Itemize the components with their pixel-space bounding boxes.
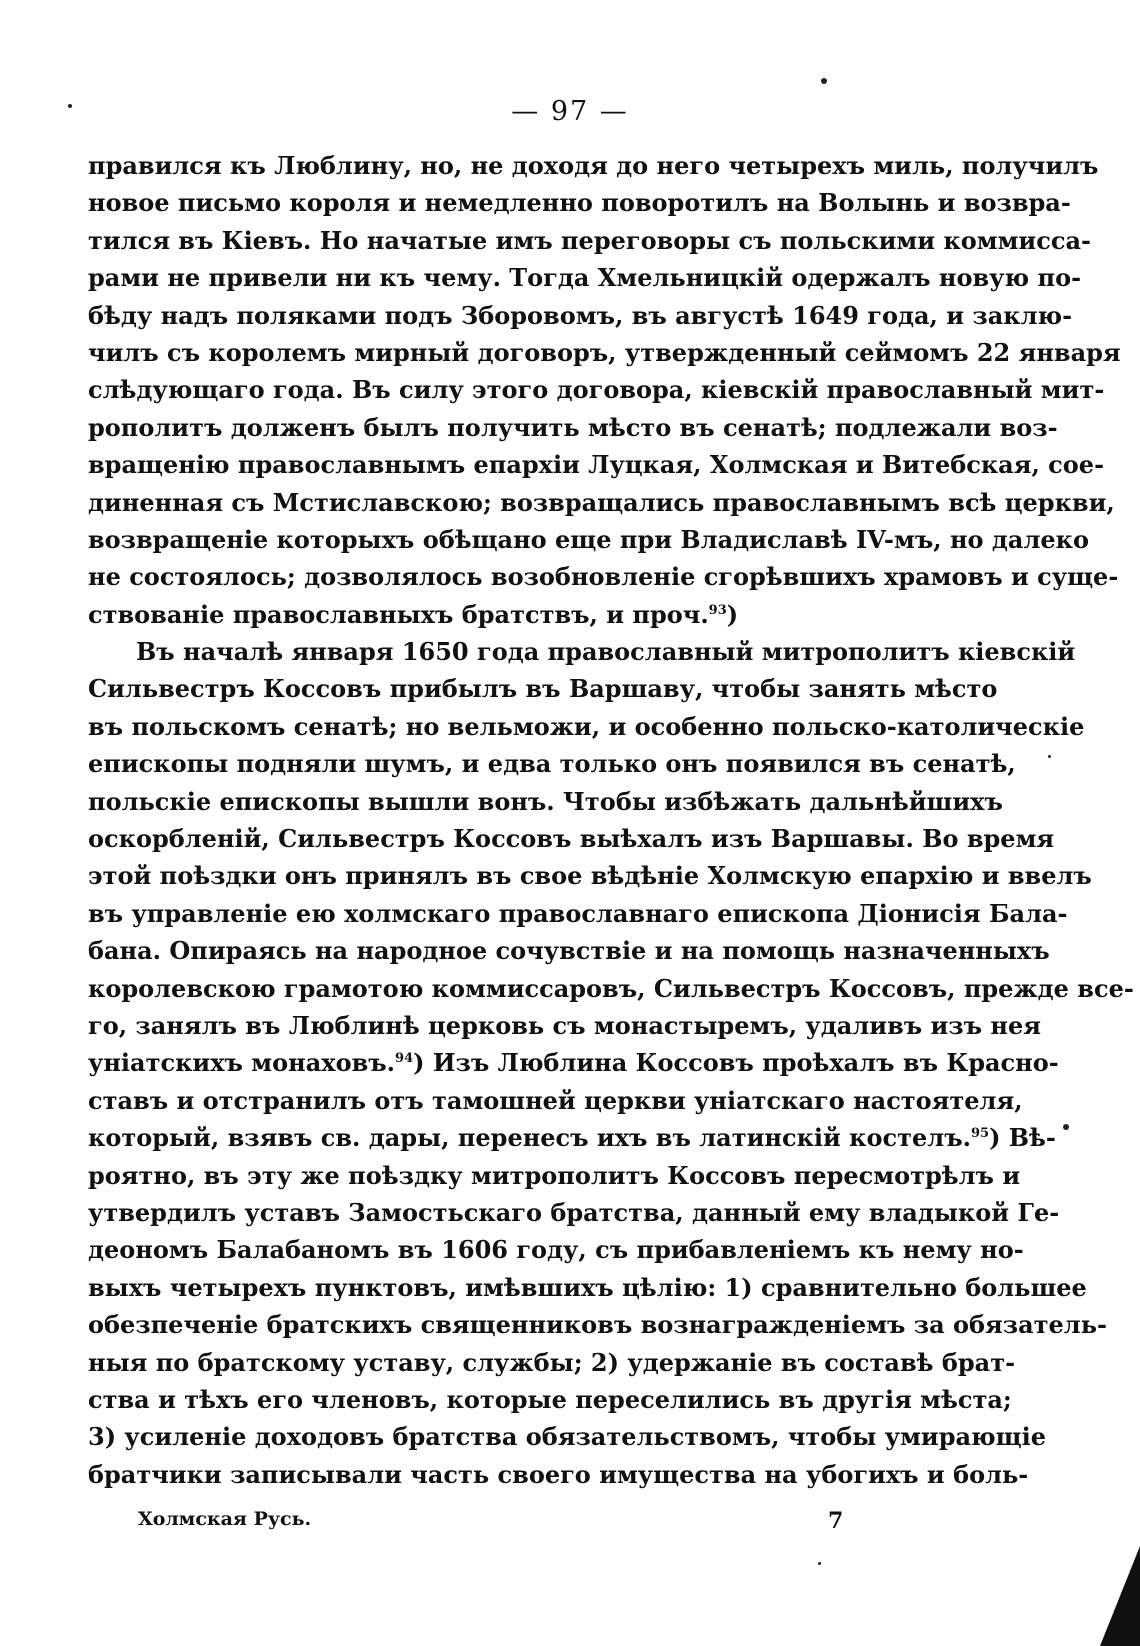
text-line bbox=[88, 1381, 1012, 1418]
text-line bbox=[88, 521, 1089, 558]
footnote-ref: 93 bbox=[708, 602, 727, 618]
line-text-tail: ) bbox=[726, 599, 739, 629]
line-text: ствованіе православныхъ братствъ, и проч. bbox=[88, 599, 709, 629]
line-text-tail: ) Вѣ- bbox=[989, 1123, 1056, 1153]
scan-speck bbox=[818, 1562, 821, 1565]
text-line bbox=[88, 745, 1016, 782]
text-line bbox=[88, 1044, 1059, 1081]
line-text: ныя по братскому уставу, службы; 2) удержаніе въ составѣ брат- bbox=[88, 1347, 1016, 1377]
line-text: королевскою грамотою коммиссаровъ, Сильвестръ Коссовъ, прежде все- bbox=[88, 973, 1134, 1003]
text-line bbox=[88, 708, 1085, 745]
line-text: не состоялось; дозволялось возобновленіе сгорѣвшихъ храмовъ и суще- bbox=[88, 562, 1119, 592]
text-line bbox=[88, 857, 1092, 894]
line-text: рами не привели ни къ чему. Тогда Хмельницкій одержалъ новую по- bbox=[88, 263, 1082, 293]
line-text: польскіе епископы вышли вонъ. Чтобы избѣжать дальнѣйшихъ bbox=[88, 786, 1003, 816]
line-text: утвердилъ уставъ Замостьскаго братства, данный ему владыкой Ге- bbox=[88, 1197, 1060, 1227]
text-line bbox=[88, 596, 953, 633]
text-line bbox=[88, 1119, 1056, 1156]
line-text: уніатскихъ монаховъ. bbox=[88, 1048, 396, 1078]
footnote-ref: 95 bbox=[970, 1126, 990, 1142]
text-line bbox=[88, 1194, 1060, 1231]
line-text: возвращеніе которыхъ обѣщано еще при Владиславѣ IV-мъ, но далеко bbox=[88, 524, 1089, 554]
line-text: который, взявъ св. дары, перенесъ ихъ въ латинскій костелъ. bbox=[88, 1123, 971, 1153]
text-line bbox=[88, 932, 1050, 969]
line-text: правился къ Люблину, но, не доходя до него четырехъ миль, получилъ bbox=[88, 151, 1099, 180]
text-line bbox=[88, 259, 1082, 296]
line-text: выхъ четырехъ пунктовъ, имѣвшихъ цѣлію: 1) сравнительно большее bbox=[88, 1272, 1087, 1302]
text-line bbox=[88, 1344, 1016, 1381]
scan-corner-mark bbox=[1100, 1546, 1140, 1646]
footer-signature: Холмская Русь. bbox=[138, 1508, 312, 1530]
text-line bbox=[88, 1418, 1047, 1455]
line-text: оскорбленій, Сильвестръ Коссовъ выѣхалъ изъ Варшавы. Во время bbox=[88, 824, 1055, 854]
text-line bbox=[88, 297, 1073, 334]
scan-speck bbox=[821, 78, 827, 84]
line-text: обезпеченіе братскихъ священниковъ вознагражденіемъ за обязатель- bbox=[88, 1310, 1107, 1340]
text-line bbox=[88, 446, 1105, 483]
text-line bbox=[88, 1007, 1041, 1044]
line-text: епископы подняли шумъ, и едва только онъ появился въ сенатѣ, bbox=[88, 749, 1016, 779]
text-line bbox=[88, 222, 1091, 259]
text-line bbox=[88, 670, 998, 707]
text-line bbox=[88, 1306, 1107, 1343]
text-line bbox=[88, 783, 1003, 820]
line-text: деономъ Балабаномъ въ 1606 году, съ прибавленіемъ къ нему но- bbox=[88, 1235, 1024, 1265]
text-line bbox=[88, 1269, 1087, 1306]
line-text: бана. Опираясь на народное сочувствіе и на помощь назначенныхъ bbox=[88, 936, 1050, 966]
text-line bbox=[88, 558, 1119, 595]
scan-speck bbox=[68, 104, 72, 108]
text-line bbox=[88, 1456, 1029, 1493]
line-text: Сильвестръ Коссовъ прибылъ въ Варшаву, чтобы занять мѣсто bbox=[88, 674, 998, 704]
line-text: рополитъ долженъ былъ получить мѣсто въ сенатѣ; подлежали воз- bbox=[88, 412, 1058, 442]
text-line bbox=[88, 1231, 1024, 1268]
line-text: бѣду надъ поляками подъ Зборовомъ, въ августѣ 1649 года, и заклю- bbox=[88, 300, 1073, 330]
line-text: тился въ Кіевъ. Но начатые имъ переговоры съ польскими коммисса- bbox=[88, 225, 1091, 255]
footer-sheet-number: 7 bbox=[828, 1508, 844, 1534]
footnote-ref: 94 bbox=[395, 1051, 414, 1067]
text-line bbox=[88, 184, 1071, 221]
text-line bbox=[88, 1082, 1023, 1119]
line-text: новое письмо короля и немедленно поворотилъ на Волынь и возвра- bbox=[88, 188, 1071, 218]
text-line bbox=[88, 970, 1134, 1007]
line-text: ства и тѣхъ его членовъ, которые переселились въ другія мѣста; bbox=[88, 1384, 1012, 1414]
scan-speck bbox=[1063, 1124, 1069, 1130]
line-text: Въ началѣ января 1650 года православный митрополитъ кіевскій bbox=[136, 637, 1076, 667]
page-number: — 97 — bbox=[511, 96, 629, 127]
line-text-tail: ) Изъ Люблина Коссовъ проѣхалъ въ Красно- bbox=[413, 1048, 1059, 1078]
line-text: 3) усиленіе доходовъ братства обязательствомъ, чтобы умирающіе bbox=[88, 1422, 1047, 1452]
line-text: го, занялъ въ Люблинѣ церковь съ монастыремъ, удаливъ изъ нея bbox=[88, 1010, 1041, 1040]
text-line bbox=[88, 895, 1068, 932]
text-line bbox=[88, 371, 1105, 408]
text-line bbox=[88, 1157, 1021, 1194]
text-line bbox=[88, 484, 1115, 521]
text-line bbox=[88, 820, 1055, 857]
line-text: вращенію православнымъ епархіи Луцкая, Холмская и Витебская, сое- bbox=[88, 450, 1105, 480]
line-text: диненная съ Мстиславскою; возвращались православнымъ всѣ церкви, bbox=[88, 487, 1115, 517]
text-line bbox=[88, 334, 1121, 371]
line-text: слѣдующаго года. Въ силу этого договора, кіевскій православный мит- bbox=[88, 375, 1105, 405]
line-text: братчики записывали часть своего имущества на убогихъ и боль- bbox=[88, 1459, 1029, 1489]
body-text bbox=[88, 147, 1134, 1493]
text-line bbox=[88, 147, 1099, 184]
scan-speck bbox=[1048, 755, 1051, 758]
line-text: въ управленіе ею холмскаго православнаго епископа Діонисія Бала- bbox=[88, 898, 1068, 928]
line-text: роятно, въ эту же поѣздку митрополитъ Коссовъ пересмотрѣлъ и bbox=[88, 1160, 1021, 1190]
text-line bbox=[88, 409, 1058, 446]
line-text: этой поѣздки онъ принялъ въ свое вѣдѣніе Холмскую епархію и ввелъ bbox=[88, 861, 1092, 891]
line-text: въ польскомъ сенатѣ; но вельможи, и особенно польско-католическіе bbox=[88, 711, 1085, 741]
text-line bbox=[88, 633, 1076, 670]
line-text: ставъ и отстранилъ отъ тамошней церкви уніатскаго настоятеля, bbox=[88, 1085, 1023, 1115]
line-text: чилъ съ королемъ мирный договоръ, утвержденный сеймомъ 22 января bbox=[88, 337, 1121, 367]
